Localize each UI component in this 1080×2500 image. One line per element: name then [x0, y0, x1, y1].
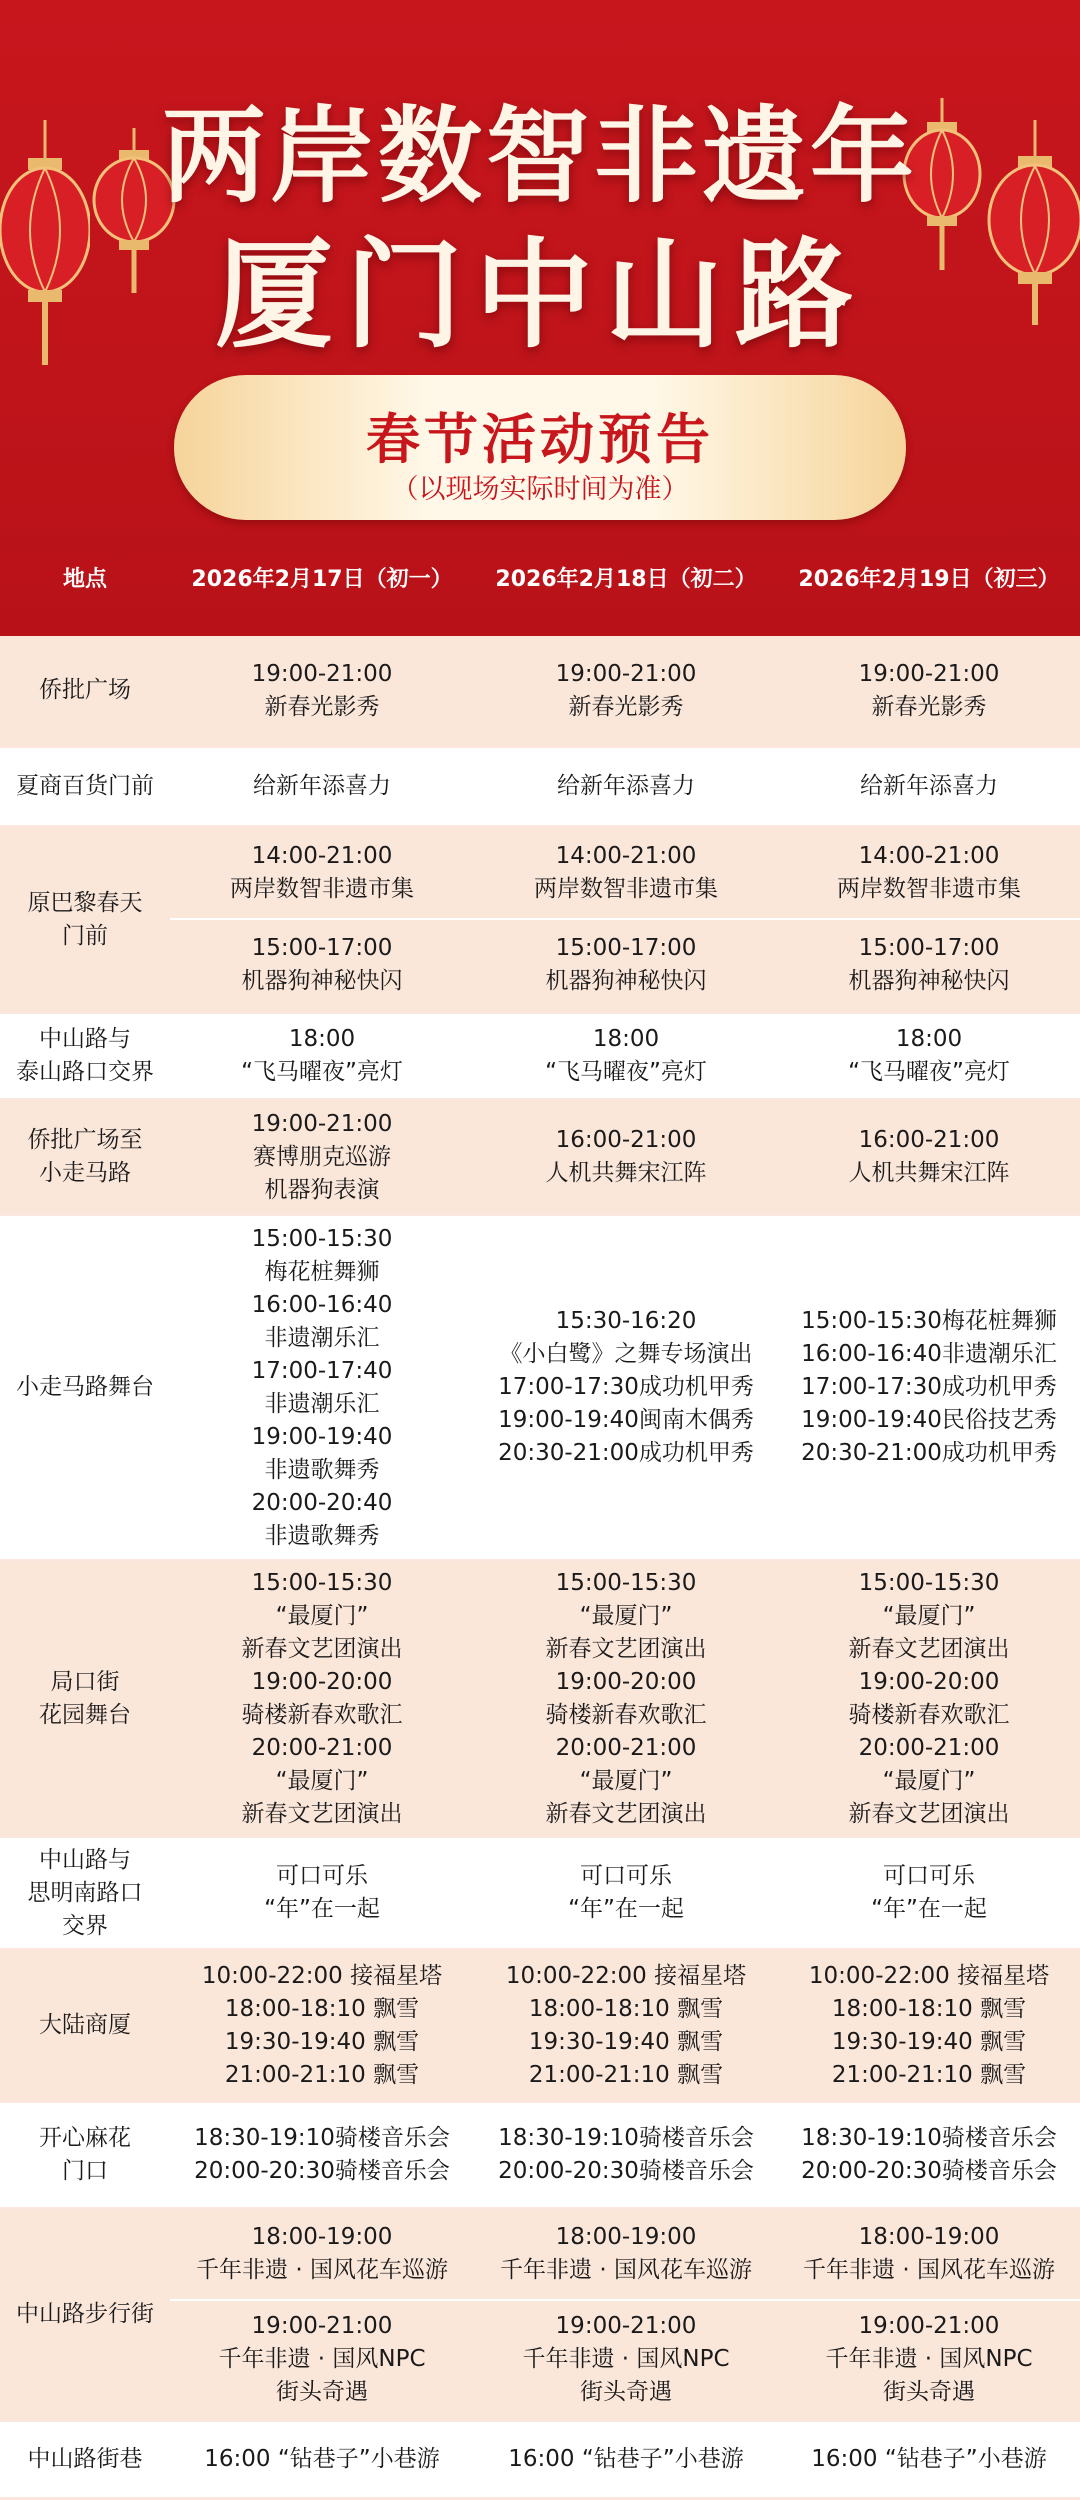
location-cell: 开心麻花 门口	[0, 2103, 170, 2210]
schedule-cell: 15:00-17:00 机器狗神秘快闪	[241, 935, 403, 995]
location-cell: 中山路与 思明南路口 交界	[0, 1838, 170, 1951]
schedule-cell: 15:00-15:30 “最厦门” 新春文艺团演出 19:00-20:00 骑楼新春欢歌汇 20:00-21:00 “最厦门” 新春文艺团演出	[778, 1562, 1080, 1838]
pill-subtitle: （以现场实际时间为准）	[391, 474, 689, 505]
schedule-cell: 15:00-17:00 机器狗神秘快闪	[545, 935, 707, 995]
schedule-cell: 16:00-21:00 人机共舞宋江阵	[474, 1101, 778, 1216]
schedule-cell: 给新年添喜力	[170, 748, 474, 828]
schedule-cell: 18:00 “飞马曜夜”亮灯	[170, 1014, 474, 1101]
schedule-cell: 可口可乐 “年”在一起	[474, 1838, 778, 1951]
schedule-cell: 15:30-16:20 《小白鹭》之舞专场演出 17:00-17:30成功机甲秀 19:00-19:40闽南木偶秀 20:30-21:00成功机甲秀	[474, 1216, 778, 1562]
schedule-cell: 14:00-21:00 两岸数智非遗市集	[778, 828, 1080, 920]
schedule-cell: 19:00-21:00 千年非遗 · 国风NPC 街头奇遇	[522, 2313, 730, 2406]
schedule-cell: 给新年添喜力	[778, 748, 1080, 828]
location-cell: 局口街 花园舞台	[0, 1562, 170, 1838]
schedule-cell: 10:00-22:00 接福星塔 18:00-18:10 飘雪 19:30-19:40 飘雪 21:00-21:10 飘雪	[170, 1951, 474, 2103]
schedule-cell: 16:00 “钻巷子”小巷游	[778, 2422, 1080, 2500]
schedule-cell-group	[474, 2210, 778, 2422]
main-title-line2: 厦门中山路	[214, 225, 865, 364]
location-cell: 中山路街巷	[0, 2422, 170, 2500]
schedule-cell: 18:30-19:10骑楼音乐会 20:00-20:30骑楼音乐会	[474, 2103, 778, 2210]
schedule-cell: 15:00-17:00 机器狗神秘快闪	[848, 935, 1010, 995]
schedule-cell: 19:00-21:00 千年非遗 · 国风NPC 街头奇遇	[825, 2313, 1033, 2406]
schedule-cell: 16:00 “钻巷子”小巷游	[170, 2422, 474, 2500]
schedule-cell: 可口可乐 “年”在一起	[170, 1838, 474, 1951]
location-cell: 大陆商厦	[0, 1951, 170, 2103]
schedule-table	[0, 636, 1080, 2500]
schedule-cell: 15:00-15:30梅花桩舞狮 16:00-16:40非遗潮乐汇 17:00-17:30成功机甲秀 19:00-19:40民俗技艺秀 20:30-21:00成功机甲秀	[778, 1216, 1080, 1562]
schedule-cell: 10:00-22:00 接福星塔 18:00-18:10 飘雪 19:30-19:40 飘雪 21:00-21:10 飘雪	[474, 1951, 778, 2103]
schedule-cell-group	[170, 2210, 474, 2422]
schedule-cell: 可口可乐 “年”在一起	[778, 1838, 1080, 1951]
schedule-cell: 14:00-21:00 两岸数智非遗市集	[474, 828, 778, 920]
schedule-cell: 18:00 “飞马曜夜”亮灯	[778, 1014, 1080, 1101]
schedule-cell: 16:00-21:00 人机共舞宋江阵	[778, 1101, 1080, 1216]
schedule-cell: 19:00-21:00 新春光影秀	[778, 636, 1080, 748]
schedule-cell: 15:00-15:30 “最厦门” 新春文艺团演出 19:00-20:00 骑楼新春欢歌汇 20:00-21:00 “最厦门” 新春文艺团演出	[170, 1562, 474, 1838]
schedule-cell: 18:00-19:00 千年非遗 · 国风花车巡游	[778, 2210, 1080, 2301]
schedule-cell: 14:00-21:00 两岸数智非遗市集	[170, 828, 474, 920]
location-cell: 中山路与 泰山路口交界	[0, 1014, 170, 1101]
schedule-cell: 19:00-21:00 赛博朋克巡游 机器狗表演	[170, 1101, 474, 1216]
schedule-cell-group	[778, 828, 1080, 1014]
subtitle-pill	[174, 375, 906, 520]
schedule-cell-group	[778, 2210, 1080, 2422]
schedule-cell: 16:00 “钻巷子”小巷游	[474, 2422, 778, 2500]
header-banner	[0, 0, 1080, 636]
schedule-cell: 15:00-15:30 “最厦门” 新春文艺团演出 19:00-20:00 骑楼新春欢歌汇 20:00-21:00 “最厦门” 新春文艺团演出	[474, 1562, 778, 1838]
location-cell: 侨批广场	[0, 636, 170, 748]
main-title-line1: 两岸数智非遗年	[161, 94, 918, 217]
schedule-cell: 19:00-21:00 新春光影秀	[170, 636, 474, 748]
schedule-cell: 10:00-22:00 接福星塔 18:00-18:10 飘雪 19:30-19:40 飘雪 21:00-21:10 飘雪	[778, 1951, 1080, 2103]
schedule-cell: 19:00-21:00 新春光影秀	[474, 636, 778, 748]
schedule-cell: 18:00-19:00 千年非遗 · 国风花车巡游	[170, 2210, 474, 2301]
schedule-cell-group	[474, 828, 778, 1014]
schedule-cell: 18:00-19:00 千年非遗 · 国风花车巡游	[474, 2210, 778, 2301]
location-cell: 夏商百货门前	[0, 748, 170, 828]
location-cell: 侨批广场至 小走马路	[0, 1101, 170, 1216]
column-header-location: 地点	[62, 567, 107, 592]
pill-title: 春节活动预告	[366, 407, 714, 471]
location-cell: 中山路步行街	[0, 2210, 170, 2422]
schedule-cell: 18:30-19:10骑楼音乐会 20:00-20:30骑楼音乐会	[778, 2103, 1080, 2210]
schedule-cell: 18:00 “飞马曜夜”亮灯	[474, 1014, 778, 1101]
schedule-cell: 15:00-15:30 梅花桩舞狮 16:00-16:40 非遗潮乐汇 17:00-17:40 非遗潮乐汇 19:00-19:40 非遗歌舞秀 20:00-20:40 非遗歌舞秀	[170, 1216, 474, 1562]
schedule-cell: 19:00-21:00 千年非遗 · 国风NPC 街头奇遇	[218, 2313, 426, 2406]
location-cell: 原巴黎春天 门前	[0, 828, 170, 1014]
column-header-day1: 2026年2月17日（初一）	[191, 567, 453, 592]
location-cell: 小走马路舞台	[0, 1216, 170, 1562]
schedule-cell: 给新年添喜力	[474, 748, 778, 828]
schedule-cell-group	[170, 828, 474, 1014]
schedule-cell: 18:30-19:10骑楼音乐会 20:00-20:30骑楼音乐会	[170, 2103, 474, 2210]
column-header-day2: 2026年2月18日（初二）	[495, 567, 757, 592]
column-header-day3: 2026年2月19日（初三）	[798, 567, 1060, 592]
